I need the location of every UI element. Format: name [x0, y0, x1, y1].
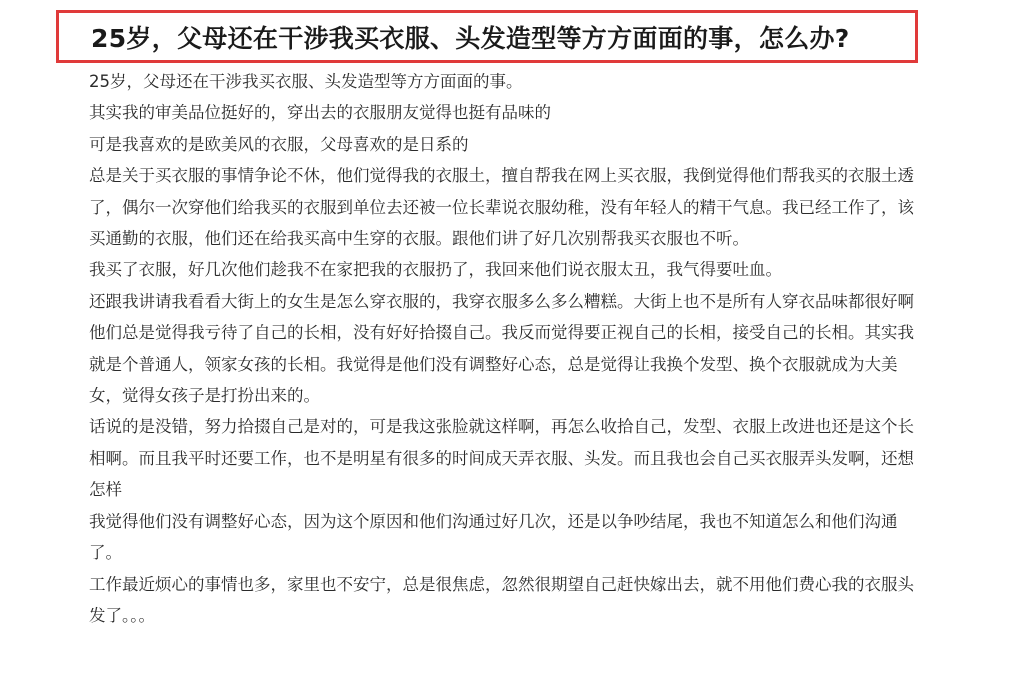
paragraph: 25岁，父母还在干涉我买衣服、头发造型等方方面面的事。 — [89, 72, 523, 91]
paragraph: 还跟我讲请我看看大街上的女生是怎么穿衣服的，我穿衣服多么多么糟糕。大街上也不是所有人穿衣品味都很好啊 — [89, 291, 914, 311]
paragraph: 我觉得他们没有调整好心态，因为这个原因和他们沟通过好几次，还是以争吵结尾，我也不知道怎么和他们沟通了。 — [89, 511, 898, 563]
question-title-box — [56, 10, 918, 63]
paragraph: 他们总是觉得我亏待了自己的长相，没有好好拾掇自己。我反而觉得要正视自己的长相，接受自己的长相。其实我就是个普通人，领家女孩的长相。我觉得是他们没有调整好心态，总是觉得让我换个发型、换个衣服就成为大美女，觉得女孩子是打扮出来的。 — [89, 323, 914, 406]
question-body — [89, 66, 919, 631]
paragraph: 可是我喜欢的是欧美风的衣服，父母喜欢的是日系的 — [89, 134, 469, 154]
paragraph: 其实我的审美品位挺好的，穿出去的衣服朋友觉得也挺有品味的 — [89, 103, 551, 123]
paragraph: 工作最近烦心的事情也多，家里也不安宁，总是很焦虑，忽然很期望自己赶快嫁出去，就不用他们费心我的衣服头发了。。。 — [89, 574, 914, 625]
paragraph: 总是关于买衣服的事情争论不休，他们觉得我的衣服土，擅自帮我在网上买衣服，我倒觉得他们帮我买的衣服土透了，偶尔一次穿他们给我买的衣服到单位去还被一位长辈说衣服幼稚，没有年轻人的精干气息。我已经工作了，该买通勤的衣服，他们还在给我买高中生穿的衣服。跟他们讲了好几次别帮我买衣服也不听。 — [89, 166, 914, 249]
paragraph: 话说的是没错，努力拾掇自己是对的，可是我这张脸就这样啊，再怎么收拾自己，发型、衣服上改进也还是这个长相啊。而且我平时还要工作，也不是明星有很多的时间成天弄衣服、头发。而且我也会自己买衣服弄头发啊，还想怎样 — [89, 417, 914, 500]
question-title: 25岁，父母还在干涉我买衣服、头发造型等方方面面的事，怎么办? — [91, 23, 850, 53]
paragraph: 我买了衣服，好几次他们趁我不在家把我的衣服扔了，我回来他们说衣服太丑，我气得要吐血。 — [89, 260, 782, 280]
